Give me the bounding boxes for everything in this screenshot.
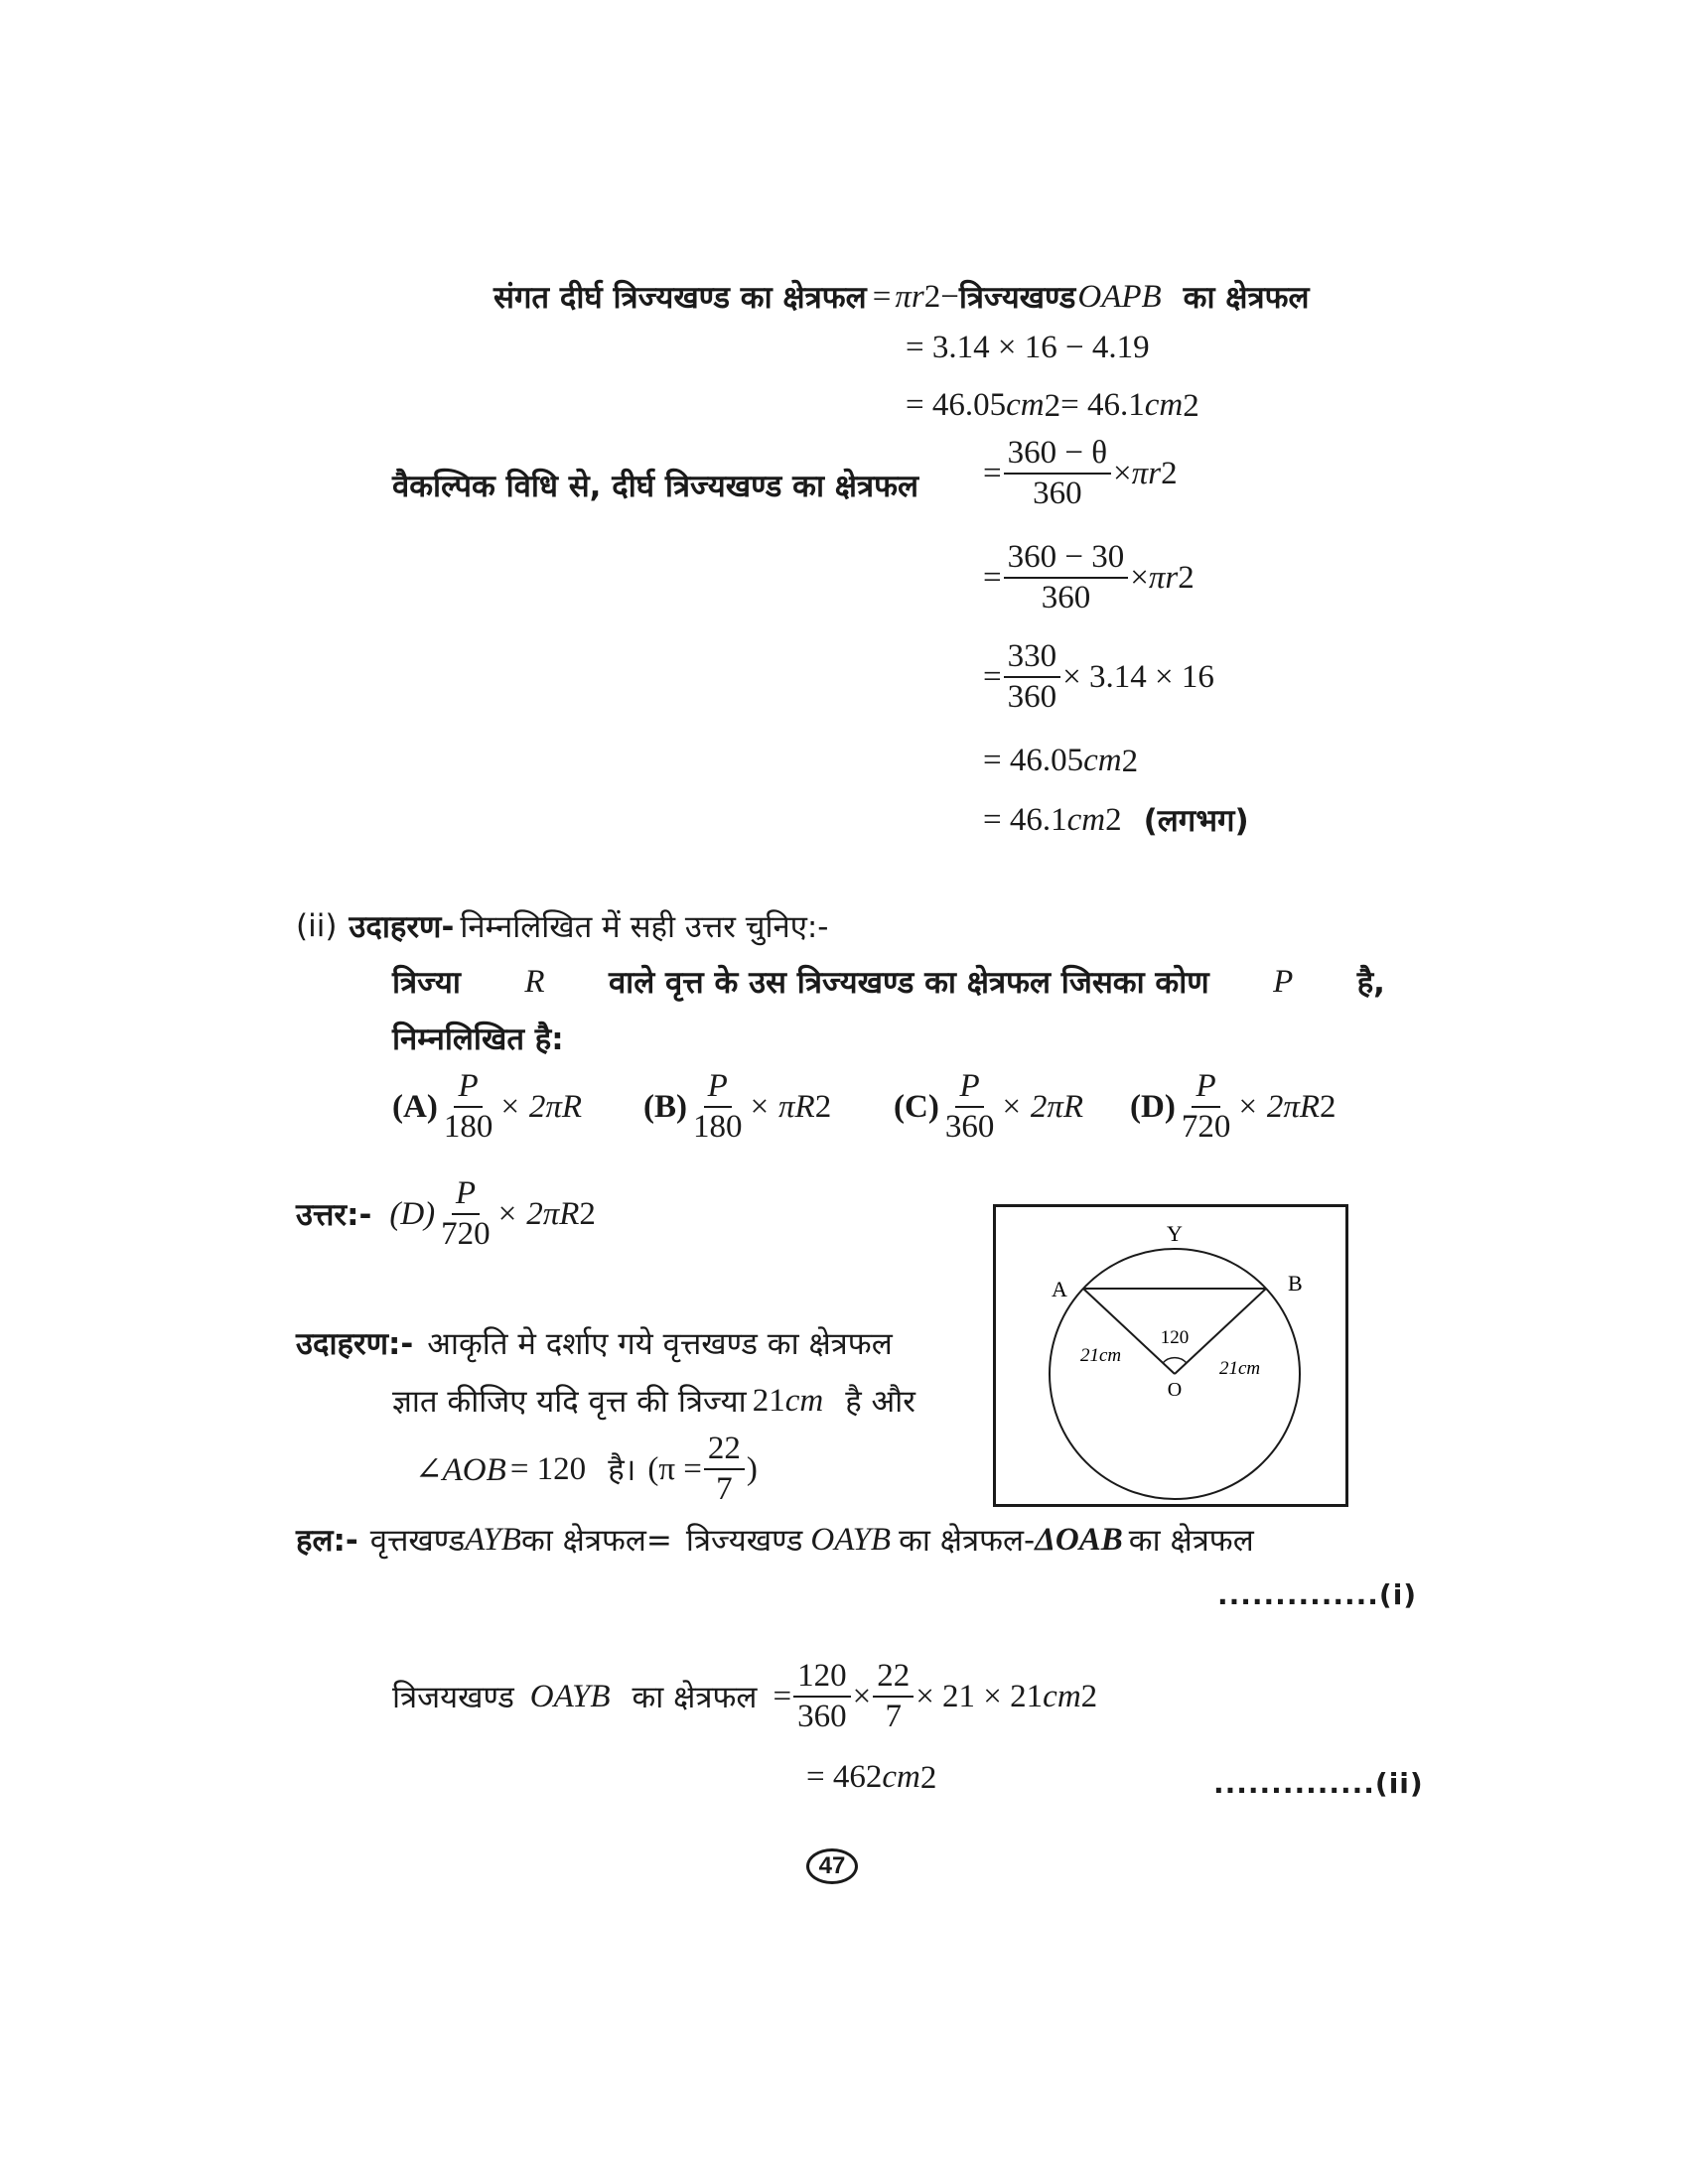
calc-line-2: = 3.14 × 16 − 4.19 [906, 330, 1150, 365]
calc-line-3: = 46.05 cm 2 = 46.1 cm 2 [906, 387, 1199, 424]
label-angle: 120 [1160, 1327, 1190, 1348]
circle-segment-diagram [996, 1207, 1345, 1504]
major-sector-area-line: संगत दीर्घ त्रिज्यखण्ड का क्षेत्रफल = π r 2 − त्रिज्यखण्ड OAPB का क्षेत्रफल [493, 276, 1310, 318]
alt-eq-4: = 46.05 cm 2 [983, 743, 1139, 779]
example-2-line3: ∠AOB = 120 है। (π = $\frac{22}{7}$ ) [415, 1431, 758, 1507]
option-c: (C) $\frac{P}{360}$ × 2πR [894, 1068, 1084, 1145]
label-radius-left: 21cm [1080, 1345, 1122, 1366]
example-ii-heading: (ii) उदाहरण- निम्नलिखित में सही उत्तर चुनिए:- [296, 908, 829, 945]
solution-line1: हल:- वृत्तखण्ड AYB का क्षेत्रफल= त्रिज्यखण्ड OAYB का क्षेत्रफल- ΔOAB का क्षेत्रफल [296, 1521, 1254, 1559]
angle-arc [1163, 1358, 1187, 1363]
alt-eq-2: = $\frac{360 - 30}{360}$ × π r 2 [983, 539, 1195, 615]
example-2-line2: ज्ञात कीजिए यदि वृत्त की त्रिज्या 21 cm है और [392, 1382, 915, 1420]
fraction: $\frac{360 - 30}{360}$ [1004, 541, 1129, 614]
example-ii-question-line1: त्रिज्या R वाले वृत्त के उस त्रिज्यखण्ड का क्षेत्रफल जिसका कोण P है, [392, 963, 1385, 1001]
alternative-method-label: वैकल्पिक विधि से, दीर्घ त्रिज्यखण्ड का क्षेत्रफल [392, 469, 919, 504]
fraction: $\frac{330}{360}$ [1004, 640, 1061, 714]
label-a: A [1052, 1277, 1067, 1301]
fraction: $\frac{22}{7}$ [704, 1433, 745, 1506]
label-radius-right: 21cm [1219, 1358, 1261, 1379]
alt-eq-5: = 46.1 cm 2 (लगभग) [983, 801, 1249, 839]
alt-eq-3: = $\frac{330}{360}$ × 3.14 × 16 [983, 638, 1214, 715]
fraction: $\frac{120}{360}$ [793, 1660, 851, 1733]
equation-ref-ii: ..............(ii) [1213, 1767, 1424, 1800]
sector-area-result: = 462 cm 2 [806, 1759, 937, 1796]
fraction: $\frac{P}{720}$ [441, 1175, 491, 1252]
fraction: $\frac{P}{360}$ [944, 1068, 995, 1145]
page-number: 47 [806, 1848, 858, 1884]
fraction: $\frac{P}{180}$ [443, 1068, 493, 1145]
label-b: B [1288, 1271, 1303, 1296]
figure-box [993, 1204, 1348, 1507]
equation-ref-i: ..............(i) [1217, 1578, 1418, 1611]
example-2-line1: उदाहरण:- आकृति मे दर्शाए गये वृत्तखण्ड का क्षेत्रफल [296, 1326, 893, 1362]
option-d: (D) $\frac{P}{720}$ × 2πR 2 [1130, 1068, 1336, 1145]
fraction: $\frac{P}{180}$ [693, 1068, 743, 1145]
option-a: (A) $\frac{P}{180}$ × 2πR [392, 1068, 583, 1145]
alt-eq-1: = $\frac{360 - \theta}{360}$ × π r 2 [983, 435, 1178, 511]
fraction: $\frac{360 - \theta}{360}$ [1004, 437, 1111, 510]
fraction: $\frac{P}{720}$ [1181, 1068, 1231, 1145]
answer-line: उत्तर:- (D) $\frac{P}{720}$ × 2πR 2 [296, 1175, 596, 1252]
fraction: $\frac{22}{7}$ [873, 1660, 914, 1733]
major-sector-label: संगत दीर्घ त्रिज्यखण्ड का क्षेत्रफल [493, 280, 867, 316]
label-y: Y [1167, 1221, 1183, 1246]
sector-area-line: त्रिजयखण्ड OAYB का क्षेत्रफल = $\frac{120}{360}$ × $\frac{22}{7}$ × 21 × 21 cm 2 [392, 1658, 1098, 1734]
label-o: O [1167, 1379, 1183, 1401]
example-ii-question-line2: निम्नलिखित है: [392, 1022, 564, 1057]
option-b: (B) $\frac{P}{180}$ × πR 2 [643, 1068, 832, 1145]
